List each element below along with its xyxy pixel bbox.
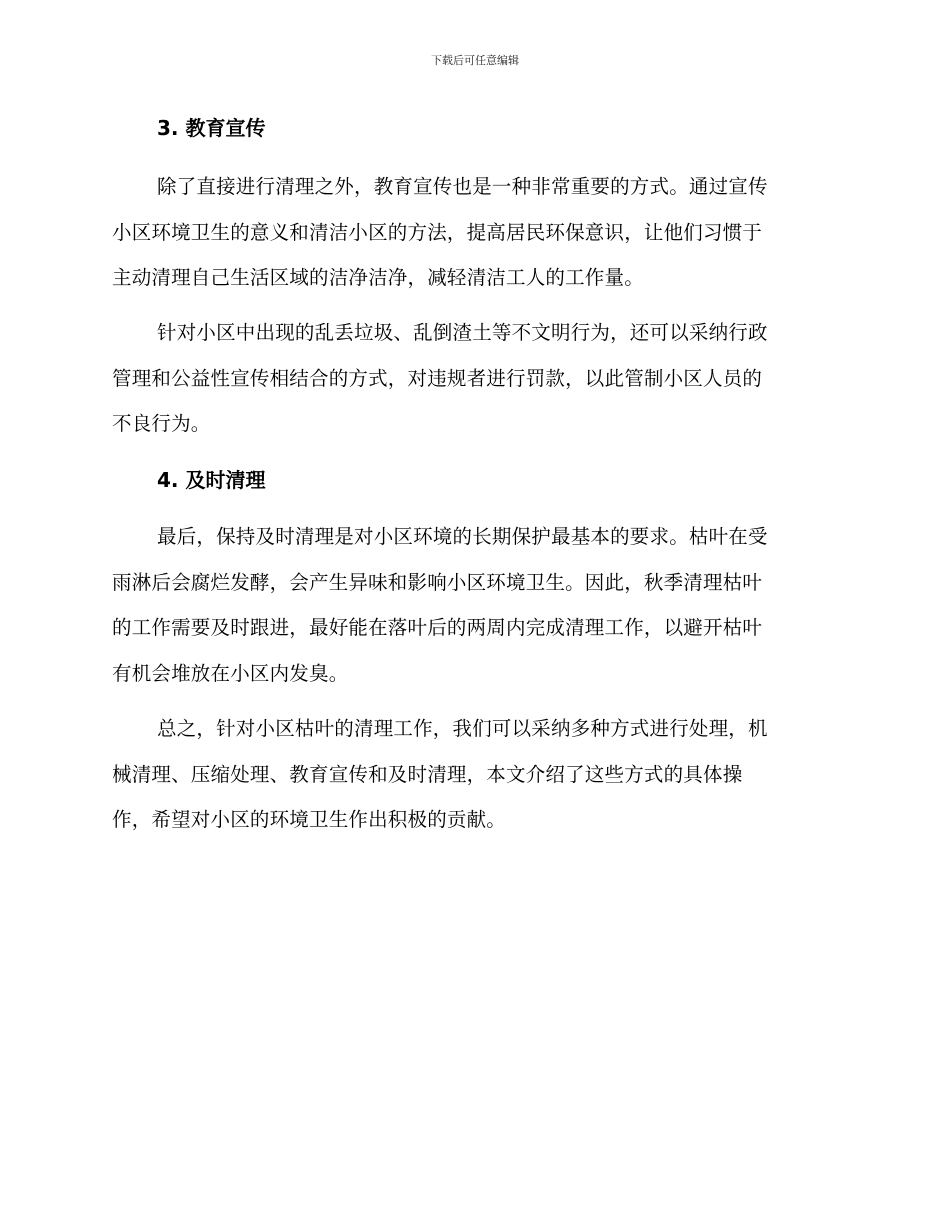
paragraph-education-penalty [112, 310, 832, 447]
paragraph-line: 总之，针对小区枯叶的清理工作，我们可以采纳多种方式进行处理，机 [157, 717, 768, 740]
paragraph-line: 主动清理自己生活区域的洁净洁净，减轻清洁工人的工作量。 [112, 266, 644, 289]
paragraph-line: 除了直接进行清理之外，教育宣传也是一种非常重要的方式。通过宣传 [157, 175, 768, 198]
paragraph-line: 雨淋后会腐烂发酵，会产生异味和影响小区环境卫生。因此，秋季清理枯叶 [112, 570, 763, 594]
paragraph-line: 不良行为。 [112, 412, 211, 435]
paragraph-line: 管理和公益性宣传相结合的方式，对违规者进行罚款，以此管制小区人员的 [112, 366, 763, 390]
paragraph-line: 的工作需要及时跟进，最好能在落叶后的两周内完成清理工作，以避开枯叶 [112, 616, 763, 639]
paragraph-timely-cleaning [112, 514, 832, 696]
paragraph-line: 作，希望对小区的环境卫生作出积极的贡献。 [112, 808, 507, 831]
paragraph-line: 械清理、压缩处理、教育宣传和及时清理，本文介绍了这些方式的具体操 [112, 762, 743, 786]
paragraph-line: 最后，保持及时清理是对小区环境的长期保护最基本的要求。枯叶在受 [157, 525, 768, 548]
section-heading-timely-cleaning: 4. 及时清理 [157, 468, 266, 492]
section-heading-education: 3. 教育宣传 [157, 116, 266, 140]
paragraph-conclusion [112, 706, 832, 843]
paragraph-education-intro [112, 164, 832, 301]
page-header-note: 下载后可任意编辑 [431, 54, 519, 67]
paragraph-line: 针对小区中出现的乱丢垃圾、乱倒渣土等不文明行为，还可以采纳行政 [157, 321, 768, 344]
paragraph-line: 小区环境卫生的意义和清洁小区的方法，提高居民环保意识，让他们习惯于 [112, 220, 763, 244]
paragraph-line: 有机会堆放在小区内发臭。 [112, 661, 349, 685]
